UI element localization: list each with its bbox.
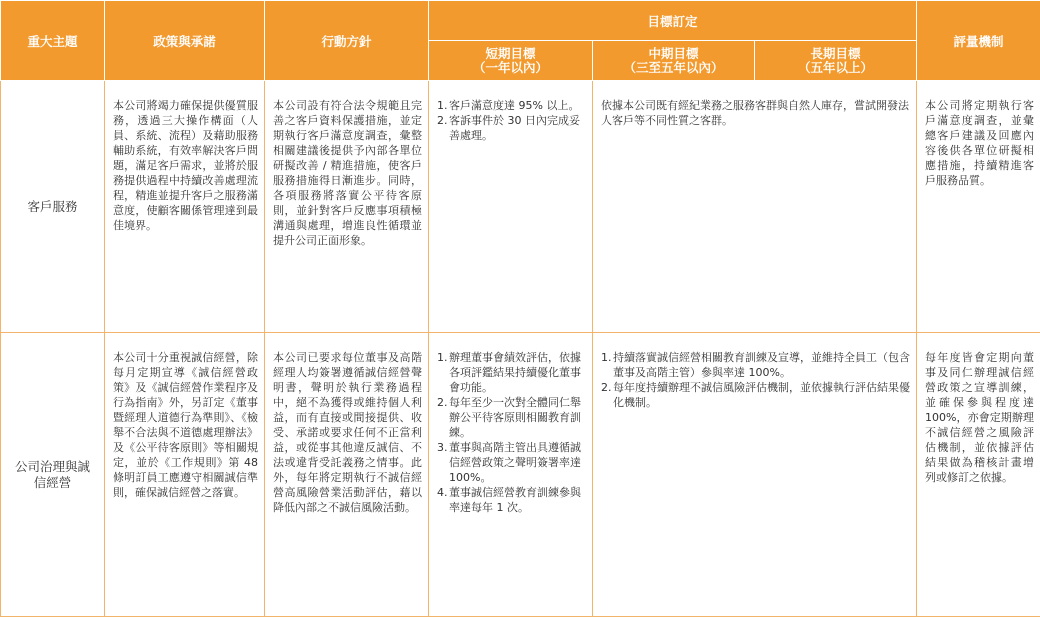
policy-cell: 本公司十分重視誠信經營，除每月定期宣導《誠信經營政策》及《誠信經營作業程序及行為指南》外，另訂定《董事暨經理人道德行為準則》、《檢舉不合法與不道德處理辦法》及《公平待客原則》等相關規定，並於《工作規則》第 48 條明訂員工應遵守相關誠信準則，確保誠信經營之落實。 [105,333,265,617]
goal-item: 1. 客戶滿意度達 95% 以上。 [437,99,580,112]
goal-item: 1. 持續落實誠信經營相關教育訓練及宣導，並維持全員工（包含董事及高階主管）參與率達 100%。 [601,351,910,379]
header-mid-term [593,41,755,81]
action-cell: 本公司已要求每位董事及高階經理人均簽署遵循誠信經營聲明書，聲明於執行業務過程中，絕不為獲得或維持個人利益，而有直接或間接提供、收受、承諾或要求任何不正當利益，或從事其他違反誠信、不法或違背受託義務之情事。此外，每年將定期執行不誠信經營高風險營業活動評估，藉以降低內部之不誠信風險活動。 [265,333,429,617]
goal-item: 3. 董事與高階主管出具遵循誠信經營政策之聲明簽署率達 100%。 [437,441,581,484]
mid-long-term-cell [593,333,917,617]
topic-cell: 公司治理與誠信經營 [1,333,105,617]
policy-cell: 本公司將竭力確保提供優質服務，透過三大操作構面（人員、系統、流程）及藉助服務輔助系統，有效率解決客戶問題，滿足客戶需求，並將於服務提供過程中持續改善處理流程，精進並提升客戶之服務滿意度，使顧客關係管理達到最佳境界。 [105,81,265,333]
header-long-label: 長期目標 [810,45,861,61]
header-eval: 評量機制 [917,1,1040,81]
eval-cell: 每年度皆會定期向董事及同仁辦理誠信經營政策之宣導訓練，並確保參與程度達 100%，亦會定期辦理不誠信經營之風險評估機制，並依據評估結果做為稽核計畫增列或修訂之依據。 [917,333,1040,617]
header-action: 行動方針 [265,1,429,81]
goal-item: 4. 董事誠信經營教育訓練參與率達每年 1 次。 [437,486,581,514]
action-cell: 本公司設有符合法令規範且完善之客戶資料保護措施，並定期執行客戶滿意度調查，彙整相關建議後提供予內部各單位研擬改善 / 精進措施，使客戶服務措施得日漸進步。同時，各項服務將落實公平待客原則，並針對客戶反應事項積極溝通與處理，增進良性循環並提升公司正面形象。 [265,81,429,333]
goal-item: 2. 每年度持續辦理不誠信風險評估機制，並依據執行評估結果優化機制。 [601,381,910,409]
short-term-cell [429,333,593,617]
mid-long-term-cell: 依據本公司既有經紀業務之服務客群與自然人庫存，嘗試開發法人客戶等不同性質之客群。 [593,81,917,333]
table-row-governance [1,333,1040,617]
header-goals: 目標訂定 [429,1,917,41]
header-mid-label: 中期目標 [648,45,699,61]
table-row-customer-service [1,81,1040,333]
goal-item: 2. 每年至少一次對全體同仁舉辦公平待客原則相關教育訓練。 [437,396,581,439]
topic-cell: 客戶服務 [1,81,105,333]
header-long-range: （五年以上） [798,59,874,75]
eval-cell: 本公司將定期執行客戶滿意度調查，並彙總客戶建議及回應內容後供各單位研擬相應措施，持續精進客戶服務品質。 [917,81,1040,333]
header-short-range: （一年以內） [472,59,548,75]
header-mid-range: （三至五年以內） [623,59,724,75]
goal-item: 1. 辦理董事會績效評估，依據各項評鑑結果持續優化董事會功能。 [437,351,581,394]
header-policy: 政策與承諾 [105,1,265,81]
goal-item: 2. 客訴事件於 30 日內完成妥善處理。 [437,114,580,142]
header-topic: 重大主題 [1,1,105,81]
header-long-term [755,41,917,81]
short-term-cell [429,81,593,333]
header-short-label: 短期目標 [485,45,536,61]
header-short-term [429,41,593,81]
